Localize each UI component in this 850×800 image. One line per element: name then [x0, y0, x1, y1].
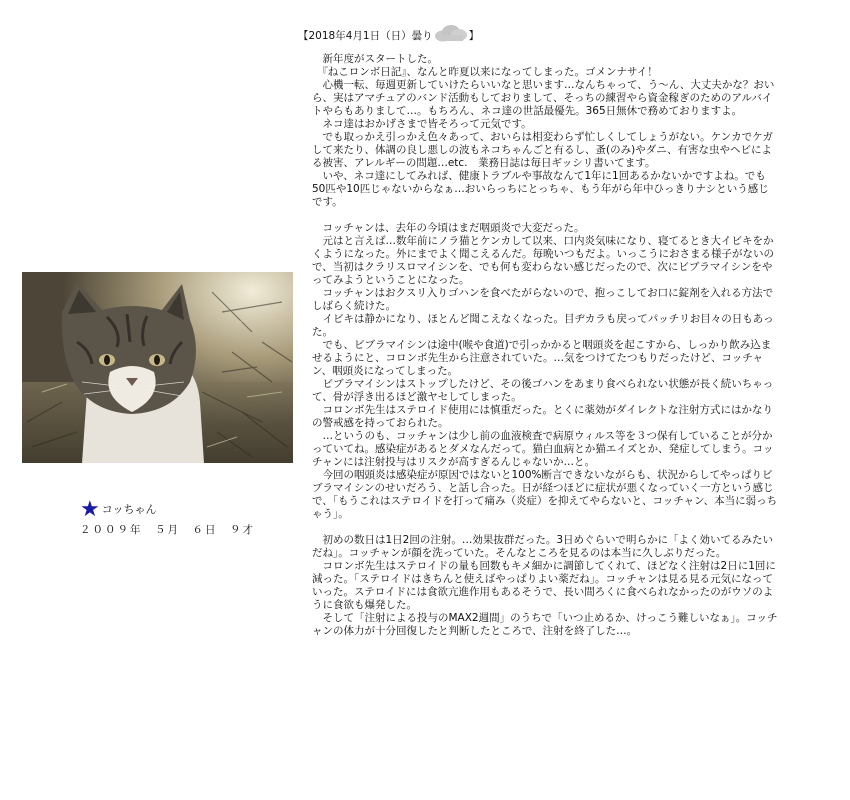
cat-name-caption — [80, 497, 157, 522]
paragraph: でも、ビブラマイシンは途中(喉や食道)で引っかかると咽頭炎を起こすから、しっかり飲み込ませるようにと、コロンボ先生から注意されていた。…気をつけてたつもりだったけど、コッチャン、咽頭炎になってしまった。 — [312, 339, 772, 377]
cat-birthdate: ２００９年 ５月 ６日 ９才 — [80, 524, 255, 536]
paragraph: ビブラマイシンはストップしたけど、その後ゴハンをあまり食べられない状態が長く続いちゃって、骨が浮き出るほど激ヤセしてしまった。 — [312, 378, 774, 403]
paragraph: …というのも、コッチャンは少し前の血液検査で病原ウィルス等を３つ保有していることが分かっていてね。感染症があるとダメなんだって。猫白血病とか猫エイズとか、発症してしまう。コッチャンには注射投与はリスクが高すぎるんじゃないか…と。 — [312, 430, 774, 468]
paragraph: 初めの数日は1日2回の注射。…効果抜群だった。3日めぐらいで明らかに「よく効いてるみたいだね」。コッチャンが顔を洗っていた。そんなところを見るのは本当に久しぶりだった。 — [312, 534, 774, 559]
paragraph: コッチャンはおクスリ入りゴハンを食べたがらないので、抱っこしてお口に錠剤を入れる方法でしばらく続けた。 — [312, 287, 774, 312]
entry-date-header — [298, 24, 488, 42]
paragraph: 今回の咽頭炎は感染症が原因ではないと100%断言できないながらも、状況からしてやっぱりビブラマイシンのせいだろう、と話し合った。日が経つほどに症状が悪くなっていく一方という感じで、「もうこれはステロイドを打って痛み（炎症）を抑えてやらないと、コッチャン、本当に弱っちゃう」。 — [312, 469, 778, 520]
paragraph: 『ねこロンボ日記』、なんと昨夏以来になってしまった。ゴメンナサイ！ — [312, 66, 658, 78]
cloud-icon — [434, 24, 468, 48]
entry-date-close: 】 — [468, 30, 480, 42]
article-body — [312, 53, 778, 638]
paragraph: いや、ネコ達にしてみれば、健康トラブルや事故なんて1年に1回あるかないかですよね。でも50匹や10匹じゃないからなぁ…おいらっちにとっちゃ、もう年がら年中ひっきりナシという感じです。 — [312, 170, 769, 208]
paragraph: 心機一転、毎週更新していけたらいいなと思います…なんちゃって、う〜ん、大丈夫かな？おいら、実はアマチュアのバンド活動もしておりまして、そっちの練習やら資金稼ぎのためのアルバイトやらもありまして…。もちろん、ネコ達の世話最優先。365日無休で務めておりますよ。 — [312, 79, 775, 117]
paragraph: 元はと言えば…数年前にノラ猫とケンカして以来、口内炎気味になり、寝てるとき大イビキをかくようになった。外にまでよく聞こえるんだ。毎晩いつもだよ。いっこうにおさまる様子がないので、当初はクラリスロマイシンを、でも何も変わらない感じだったので、次にビブラマイシンをやってみようということになった。 — [312, 235, 774, 286]
paragraph: ネコ達はおかげさまで皆そろって元気です。 — [312, 118, 532, 130]
entry-date-text: 【2018年4月1日（日）曇り — [298, 30, 433, 42]
cat-photo — [22, 272, 293, 463]
paragraph: そして「注射による投与のMAX2週間」のうちで「いつ止めるか、けっこう難しいなぁ」。コッチャンの体力が十分回復したと判断したところで、注射を終了した…。 — [312, 612, 778, 637]
paragraph: でも取っかえ引っかえ色々あって、おいらは相変わらず忙しくしてしょうがない。ケンカでケガして来たり、体調の良し悪しの波もネコちゃんごと有るし、蚤(のみ)やダニ、有害な虫やヘビによる被害、アレルギーの問題…etc. 業務日誌は毎日ギッシリ書いてます。 — [312, 131, 773, 169]
star-icon: ★ — [80, 497, 100, 522]
paragraph: コッチャンは、去年の今頃はまだ咽頭炎で大変だった。 — [312, 222, 585, 234]
paragraph: 新年度がスタートした。 — [312, 53, 438, 65]
paragraph: イビキは静かになり、ほとんど聞こえなくなった。目ヂカラも戻ってパッチリお目々の日もあった。 — [312, 313, 774, 338]
paragraph: コロンボ先生はステロイド使用には慎重だった。とくに薬効がダイレクトな注射方式にはかなりの警戒感を持っておられた。 — [312, 404, 774, 429]
paragraph: コロンボ先生はステロイドの量も回数もキメ細かに調節してくれて、ほどなく注射は2日に1回に減った。「ステロイドはきちんと使えばやっぱりよい薬だね」。コッチャンは見る見る元気になっていった。ステロイドには食欲亢進作用もあるそうで、長い間ろくに食べられなかったのがウソのように食欲も爆発した。 — [312, 560, 776, 611]
cat-name: コッちゃん — [101, 503, 157, 516]
